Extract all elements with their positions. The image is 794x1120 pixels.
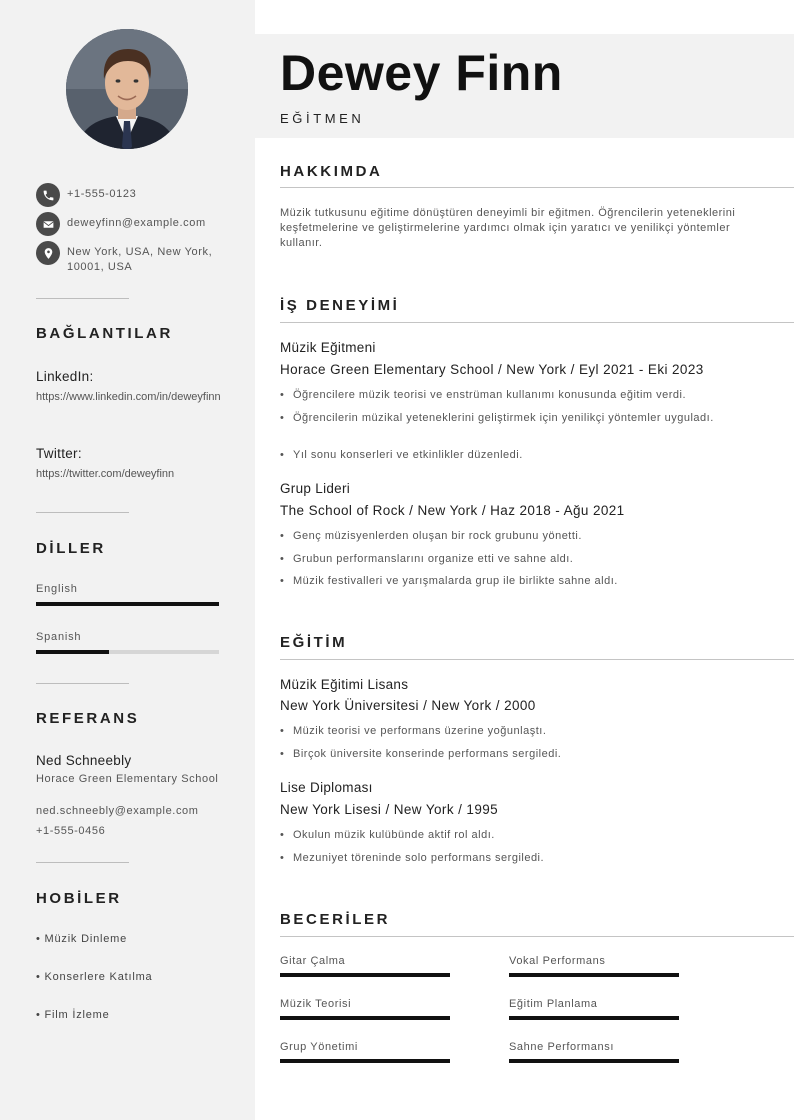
address-text: New York, USA, New York, 10001, USA (67, 246, 213, 273)
language-level-bar (36, 602, 219, 606)
education-bullet: • Okulun müzik kulübünde aktif rol aldı. (280, 828, 750, 842)
contact-address (36, 241, 226, 275)
reference-phone: +1-555-0456 (36, 825, 106, 837)
language-name: English (36, 583, 78, 595)
education-school: New York Lisesi / New York / 1995 (280, 802, 499, 817)
skill-name: Grup Yönetimi (280, 1041, 358, 1053)
skill-level-fill (509, 1016, 679, 1020)
education-bullet: • Müzik teorisi ve performans üzerine yoğunlaştı. (280, 724, 750, 738)
skill-level-bar (509, 973, 679, 977)
section-divider (280, 322, 794, 323)
job-bullet: • Öğrencilerin müzikal yeteneklerini geliştirmek için yenilikçi yöntemler uyguladı. (280, 411, 750, 425)
education-school: New York Üniversitesi / New York / 2000 (280, 698, 536, 713)
twitter-link[interactable]: https://twitter.com/deweyfinn (36, 468, 175, 480)
job-bullet: • Öğrencilere müzik teorisi ve enstrüman kullanımı konusunda eğitim verdi. (280, 388, 750, 402)
contact-phone[interactable] (36, 183, 226, 207)
job-bullet: • Yıl sonu konserleri ve etkinlikler düzenledi. (280, 448, 750, 462)
job-org: The School of Rock / New York / Haz 2018 - Ağu 2021 (280, 503, 625, 518)
job-bullet: • Grubun performanslarını organize etti ve sahne aldı. (280, 552, 750, 566)
phone-icon (36, 183, 60, 207)
experience-title: İŞ DENEYİMİ (280, 297, 400, 314)
language-level-fill (36, 650, 109, 654)
language-name: Spanish (36, 631, 82, 643)
about-text: Müzik tutkusunu eğitime dönüştüren deneyimli bir eğitmen. Öğrencilerin yeteneklerini keşfetmelerine ve geliştirmelerine yardımcı olmak için yaratıcı ve yenilikçi yöntemler kullanır. (280, 207, 736, 249)
skills-title: BECERİLER (280, 911, 391, 928)
reference-name: Ned Schneebly (36, 753, 132, 768)
divider (36, 512, 129, 513)
skill-level-bar (509, 1016, 679, 1020)
skill-name: Eğitim Planlama (509, 998, 598, 1010)
skill-name: Vokal Performans (509, 955, 606, 967)
skill-level-bar (509, 1059, 679, 1063)
divider (36, 683, 129, 684)
hobbies-title: HOBİLER (36, 890, 122, 907)
language-level-bar (36, 650, 219, 654)
skill-level-fill (280, 973, 450, 977)
education-bullet: • Mezuniyet töreninde solo performans sergiledi. (280, 851, 750, 865)
reference-email[interactable]: ned.schneebly@example.com (36, 805, 199, 817)
skill-level-fill (509, 1059, 679, 1063)
job-org: Horace Green Elementary School / New York / Eyl 2021 - Eki 2023 (280, 362, 704, 377)
skill-name: Müzik Teorisi (280, 998, 352, 1010)
divider (36, 298, 129, 299)
section-divider (280, 187, 794, 188)
linkedin-label: LinkedIn: (36, 369, 94, 384)
linkedin-link[interactable]: https://www.linkedin.com/in/deweyfinn (36, 391, 221, 403)
hobby-item: • Film İzleme (36, 1009, 110, 1021)
skill-level-fill (280, 1059, 450, 1063)
profile-photo (66, 29, 188, 149)
job-title: EĞİTMEN (280, 111, 365, 126)
job-role: Grup Lideri (280, 481, 351, 496)
references-title: REFERANS (36, 710, 140, 727)
about-title: HAKKIMDA (280, 163, 383, 180)
skill-level-fill (509, 973, 679, 977)
skill-level-bar (280, 1059, 450, 1063)
skill-name: Gitar Çalma (280, 955, 346, 967)
reference-org: Horace Green Elementary School (36, 773, 219, 785)
divider (36, 862, 129, 863)
skill-level-bar (280, 973, 450, 977)
person-name: Dewey Finn (280, 45, 563, 101)
job-role: Müzik Eğitmeni (280, 340, 376, 355)
job-bullet: • Müzik festivalleri ve yarışmalarda grup ile birlikte sahne aldı. (280, 574, 750, 588)
section-divider (280, 936, 794, 937)
education-bullet: • Birçok üniversite konserinde performans sergiledi. (280, 747, 750, 761)
twitter-label: Twitter: (36, 446, 82, 461)
sidebar (0, 0, 255, 1120)
phone-text: +1-555-0123 (67, 188, 137, 200)
mail-icon (36, 212, 60, 236)
languages-title: DİLLER (36, 540, 106, 557)
hobby-item: • Müzik Dinleme (36, 933, 128, 945)
email-text: deweyfinn@example.com (67, 217, 206, 229)
skill-name: Sahne Performansı (509, 1041, 614, 1053)
links-title: BAĞLANTILAR (36, 325, 173, 342)
education-title: EĞİTİM (280, 634, 348, 651)
education-degree: Müzik Eğitimi Lisans (280, 677, 409, 692)
hobby-item: • Konserlere Katılma (36, 971, 153, 983)
job-bullet: • Genç müzisyenlerden oluşan bir rock grubunu yönetti. (280, 529, 750, 543)
education-degree: Lise Diploması (280, 780, 373, 795)
skill-level-fill (280, 1016, 450, 1020)
language-level-fill (36, 602, 219, 606)
location-pin-icon (36, 241, 60, 265)
contact-email[interactable] (36, 212, 226, 236)
skill-level-bar (280, 1016, 450, 1020)
section-divider (280, 659, 794, 660)
